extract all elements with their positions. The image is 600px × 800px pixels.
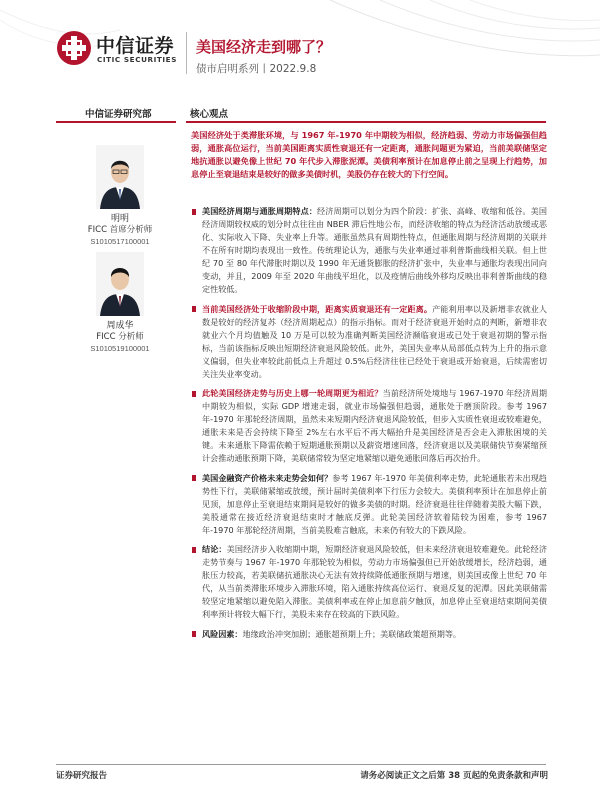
research-dept-heading: 中信证券研究部 [85,109,152,120]
analyst-card [60,252,180,354]
title-divider [186,32,187,74]
key-point [191,472,547,537]
key-points-list [191,205,547,647]
analyst-license-id: S1010517100001 [90,237,150,246]
key-point [191,543,547,621]
core-view-heading: 核心观点 [190,109,229,120]
logo-english-name: CITIC SECURITIES [97,55,177,64]
footer-disclaimer: 请务必阅读正文之后第 38 页起的免责条款和声明 [360,771,548,781]
document-title: 美国经济走到哪了？ [196,38,332,56]
analyst-photo [96,252,144,316]
key-point-text: 美国经济步入收缩期中期，短期经济衰退风险较低，但未来经济衰退较难避免。此轮经济走势节奏与 1967 年-1970 年那轮较为相似，劳动力市场偏强但已开始放缓增长，经济趋弱，通胀压力较高，若美联储抗通胀决心无法有效持续降低通胀预期与增速，则美国或像上世纪 70 年代，从当前类滞胀环境步入滞胀环境，陷入通胀持续高位运行、衰退反复的泥潭。因此美联储需较坚定地紧缩以避免陷入滞胀。美债利率或在停止加息前夕触顶，加息停止至衰退结束期间美债利率预计将较大幅下行，美股未来存在较高的下跌风险。 [202,544,547,619]
key-point [191,205,547,296]
key-point-text: 参考 1967 年-1970 年美债利率走势，此轮通胀若未出现趋势性下行，美联储紧缩或放缓，预计届时美债利率下行压力会较大。美债利率预计在加息停止前见顶，加息停止至衰退结束期间是较好的做多美债的时期。经济衰退往往伴随着美股大幅下跌，美股通常在接近经济衰退结束时才触底反弹。此轮美国经济软着陆较为困难，参考 1967 年-1970 年那轮经济周期，当前美股难言触底，未来仍有较大的下跌风险。 [202,472,547,535]
key-point-lead: 当前美国经济处于收缩阶段中期，距离实质衰退还有一定距离。 [202,303,433,314]
company-logo [56,30,196,70]
key-point-lead: 此轮美国经济走势与历史上哪一轮周期更为相近？ [202,388,383,398]
key-point-text: 当前经济所处境地与 1967-1970 年经济周期中期较为相似，实际 GDP 增速走弱，就业市场偏强但趋弱，通胀处于磨顶阶段。参考 1967 年-1970 年那轮经济周期，虽然未来短期内经济衰退风险较低，但步入实质性衰退或较难避免，通胀未来是否会持续下降至 2%左右水平后不再大幅抬升是美国经济是否会走入滞胀困境的关键。未来通胀下降需依赖于短期通胀预期以及薪资增速回落，经济衰退以及美联储快节奏紧缩预计会推动通胀预期下降，美联储常较为坚定地紧缩以避免通胀回落后再次抬升。 [202,388,547,463]
key-point-lead: 美国金融资产价格未来走势会如何？ [202,472,333,483]
footer-rule [56,764,546,765]
analyst-name: 周成华 [106,321,134,331]
key-point [191,303,547,381]
key-point-text: 地缘政治冲突加剧；通胀超预期上升；美联储政策超预期等。 [242,628,462,639]
footer-report-type: 证券研究报告 [56,771,108,781]
document-subtitle: 债市启明系列丨2022.9.8 [196,63,317,75]
analyst-name: 明明 [110,214,129,224]
key-point-lead: 美国经济周期与通胀周期特点： [202,206,318,216]
analyst-title: FICC 分析师 [96,332,144,342]
key-point-lead: 风险因素： [202,628,243,639]
analyst-license-id: S1010519100001 [90,344,150,353]
logo-chinese-name: 中信证券 [96,35,175,57]
core-summary: 美国经济处于类滞胀环境，与 1967 年-1970 年中期较为相似，经济趋弱、劳动力市场偏强但趋弱，通胀高位运行，当前美国距离实质性衰退还有一定距离，通胀问题更为紧迫，当前美联储坚定地抗通胀以避免像上世纪 70 年代步入滞胀泥潭。美债利率预计在加息停止前之呈现上行趋势，加息停止至衰退结束是较好的做多美债时机，美股仍存在较大的下行空间。 [191,130,547,179]
left-section-rule [56,121,176,123]
right-section-rule [186,121,546,123]
key-point [191,387,547,465]
key-point-lead: 结论： [202,544,227,554]
key-point-text: 产能利用率以及新增非农就业人数是较好的经济复苏（经济周期起点）的指示指标。而对于经济衰退开始时点的判断，新增非农就业六个月均值触及 10 万是可以较为准确判断美国经济濒临衰退或已处于衰退初期的警示指标，当前该指标反映出短期经济衰退风险较低。此外，美国失业率从局部低点转为上升的指示意义偏弱，但失业率较此前低点上升超过 0.5%后经济往往已经处于衰退或开始衰退，后续需密切关注失业率变动。 [202,303,547,379]
citic-logo-icon [56,30,92,66]
analyst-photo [96,145,144,209]
key-point-text: 经济周期可以划分为四个阶段：扩张、高峰、收缩和低谷。美国经济周期较权威的划分时点往往由 NBER 滞后性地公布，而经济收缩的特点为经济活动放缓或恶化、实际收入下降、失业率上升等。通胀虽然具有周期性特点，但通胀周期与经济周期的关联并不在所有时期均表现出一致性。传统理论认为，通胀与失业率通过菲利普斯曲线相关联。但上世纪 70 至 80 年代滞胀时期以及 1990 年无通货膨胀的经济扩张中，失业率与通胀均表现出同向变动，并且，2009 年至 2020 年曲线平坦化，以及疫情后曲线外移均反映出菲利普斯曲线的稳定性较低。 [202,206,547,294]
analyst-title: FICC 首席分析师 [87,225,153,235]
analyst-card [60,145,180,247]
key-point [191,628,547,641]
